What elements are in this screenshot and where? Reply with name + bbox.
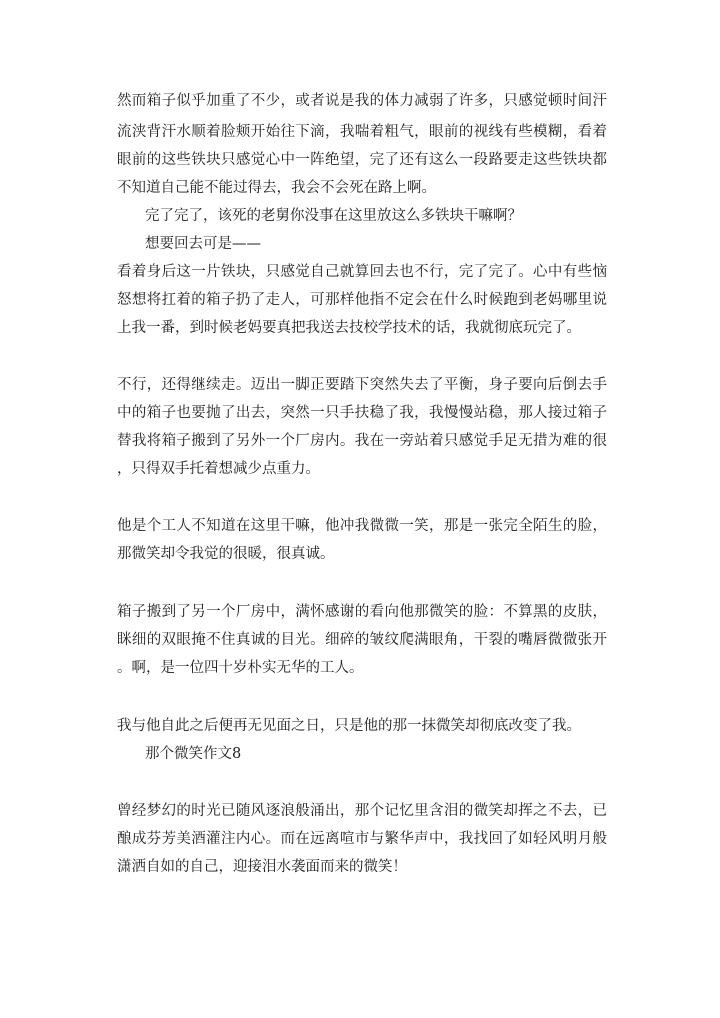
paragraph-line: 替我将箱子搬到了另外一个厂房内。我在一旁站着只感觉手足无措为难的很 (117, 433, 607, 449)
paragraph-line: 曾经梦幻的时光已随风逐浪般涌出，那个记忆里含泪的微笑却挥之不去，已 (117, 803, 607, 819)
paragraph-line: 然而箱子似乎加重了不少，或者说是我的体力减弱了许多，只感觉顿时间汗 (117, 93, 607, 109)
paragraph-line: 看着身后这一片铁块，只感觉自己就算回去也不行，完了完了。心中有些恼 (117, 264, 607, 280)
paragraph-line: 想要回去可是—— (145, 236, 261, 252)
paragraph-line: 完了完了，该死的老舅你没事在这里放这么多铁块干嘛啊？ (145, 208, 522, 224)
paragraph-line: 眼前的这些铁块只感觉心中一阵绝望，完了还有这么一段路要走这些铁块都 (117, 152, 607, 168)
section-heading: 那个微笑作文8 (145, 746, 242, 762)
paragraph-line: 箱子搬到了另一个厂房中，满怀感谢的看向他那微笑的脸：不算黑的皮肤， (117, 604, 607, 620)
paragraph-line: 中的箱子也要抛了出去，突然一只手扶稳了我，我慢慢站稳，那人接过箱子 (117, 405, 607, 421)
paragraph-line: 。啊，是一位四十岁朴实无华的工人。 (117, 660, 364, 676)
paragraph-line: 酿成芬芳美酒灌注内心。而在远离喧市与繁华声中，我找回了如轻风明月般 (117, 831, 607, 847)
paragraph-line: 流浃背汗水顺着脸颊开始往下滴，我喘着粗气，眼前的视线有些模糊，看着 (117, 124, 607, 140)
paragraph-line: 上我一番，到时候老妈要真把我送去技校学技术的话，我就彻底玩完了。 (117, 320, 581, 336)
paragraph-line: ，只得双手托着想减少点重力。 (117, 461, 320, 477)
paragraph-line: 不行，还得继续走。迈出一脚正要踏下突然失去了平衡，身子要向后倒去手 (117, 377, 607, 393)
paragraph-line: 我与他自此之后便再无见面之日，只是他的那一抹微笑却彻底改变了我。 (117, 718, 581, 734)
paragraph-line: 他是个工人不知道在这里干嘛，他冲我微微一笑，那是一张完全陌生的脸， (117, 518, 607, 534)
paragraph-line: 不知道自己能不能过得去，我会不会死在路上啊。 (117, 180, 436, 196)
paragraph-line: 怒想将扛着的箱子扔了走人，可那样他指不定会在什么时候跑到老妈哪里说 (117, 292, 607, 308)
paragraph-line: 眯细的双眼掩不住真诚的目光。细碎的皱纹爬满眼角，干裂的嘴唇微微张开 (117, 632, 607, 648)
paragraph-line: 那微笑却令我觉的很暖，很真诚。 (117, 546, 335, 562)
paragraph-line: 潇洒自如的自己，迎接泪水袭面而来的微笑！ (117, 859, 407, 875)
